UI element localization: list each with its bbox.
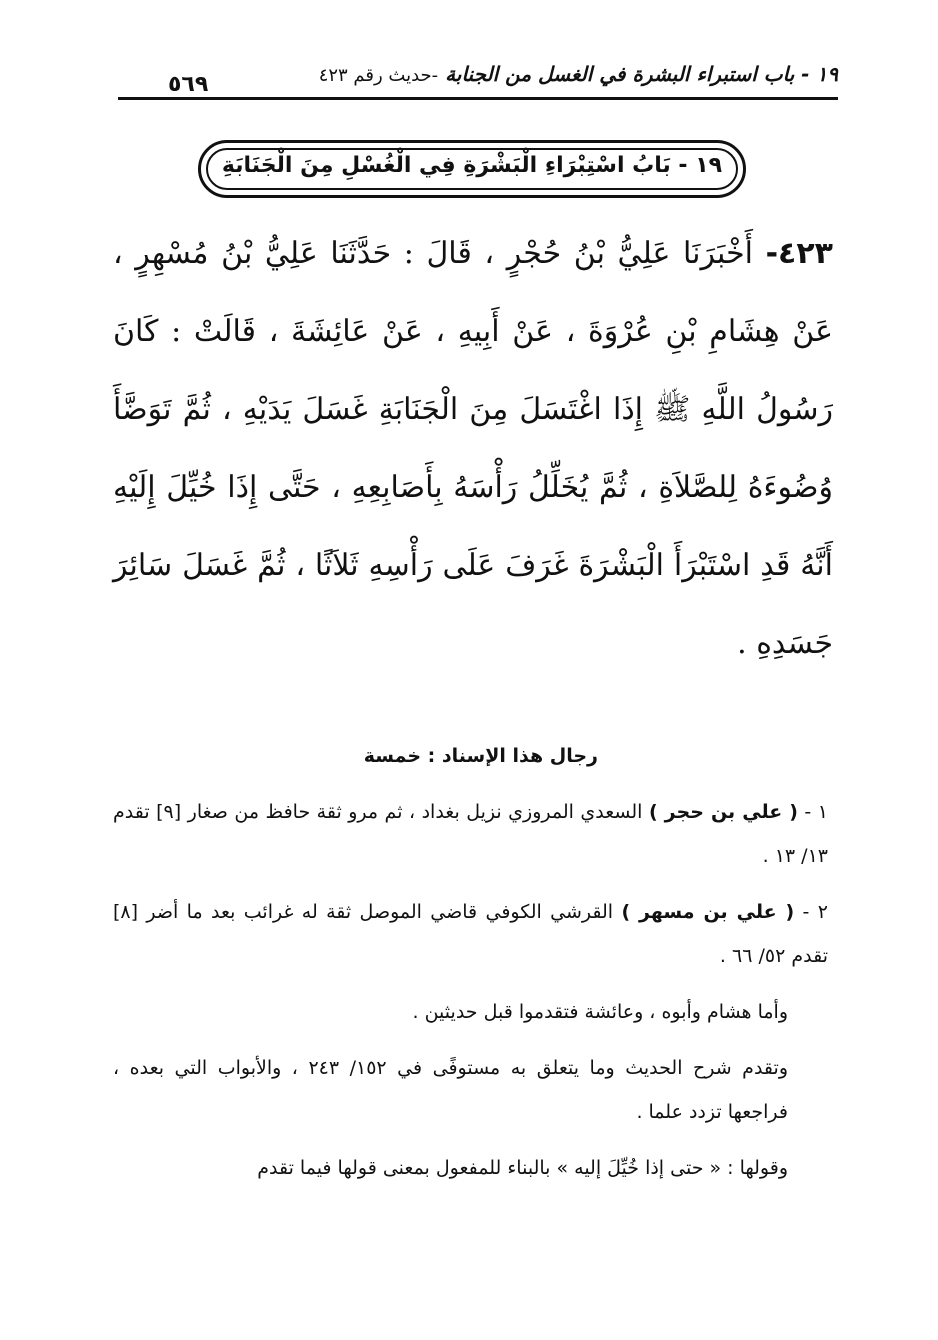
narrator-description: القرشي الكوفي قاضي الموصل ثقة له غرائب بعد ما أضر [٨] تقدم ٥٢/ ٦٦ .	[113, 901, 828, 967]
running-header	[118, 62, 838, 102]
narrators-heading: رجال هذا الإسناد : خمسة	[363, 745, 598, 767]
running-header-chapter: ١٩ - باب استبراء البشرة في الغسل من الجنابة	[445, 62, 838, 86]
hadith-text-block	[113, 215, 833, 683]
commentary-paragraph: وقولها : « حتى إذا خُيِّلَ إليه » بالبناء للمفعول بمعنى قولها فيما تقدم	[257, 1157, 788, 1179]
narrator-name: ( علي بن مسهر )	[621, 901, 795, 923]
remaining-narrators-note: وأما هشام وأبوه ، وعائشة فتقدموا قبل حديثين .	[412, 1001, 788, 1023]
header-rule	[118, 97, 838, 100]
narrator-name: ( علي بن حجر )	[648, 801, 798, 823]
chapter-title: ١٩ - بَابُ اسْتِبْرَاءِ الْبَشْرَةِ فِي الْغُسْلِ مِنَ الْجَنَابَةِ	[221, 153, 723, 178]
narrator-index: ١ -	[804, 801, 828, 823]
narrator-entry	[113, 890, 828, 978]
hadith-number: ٤٢٣-	[765, 236, 833, 271]
page-number: ٥٦٩	[158, 72, 218, 97]
running-header-title	[309, 62, 838, 86]
commentary-paragraph: وتقدم شرح الحديث وما يتعلق به مستوفًى في ١٥٢/ ٢٤٣ ، والأبواب التي بعده ، فراجعها تزدد علما .	[113, 1057, 788, 1123]
running-header-hadith-ref: -حديث رقم ٤٢٣	[318, 65, 439, 86]
hadith-text: أَخْبَرَنَا عَلِيُّ بْنُ حُجْرٍ ، قَالَ : حَدَّثَنَا عَلِيُّ بْنُ مُسْهِرٍ ، عَنْ هِشَامِ بْنِ عُرْوَةَ ، عَنْ أَبِيهِ ، عَنْ عَائِشَةَ ، قَالَتْ : كَانَ رَسُولُ اللَّهِ ﷺ إِذَا اغْتَسَلَ مِنَ الْجَنَابَةِ غَسَلَ يَدَيْهِ ، ثُمَّ تَوَضَّأَ وُضُوءَهُ لِلصَّلاَةِ ، ثُمَّ يُخَلِّلُ رَأْسَهُ بِأَصَابِعِهِ ، حَتَّى إِذَا خُيِّلَ إِلَيْهِ أَنَّهُ قَدِ اسْتَبْرَأَ الْبَشْرَةَ غَرَفَ عَلَى رَأْسِهِ ثَلاَثًا ، ثُمَّ غَسَلَ سَائِرَ جَسَدِهِ .	[113, 236, 833, 661]
notes-section	[113, 790, 828, 1202]
narrator-description: السعدي المروزي نزيل بغداد ، ثم مرو ثقة حافظ من صغار [٩] تقدم ١٣/ ١٣ .	[113, 801, 828, 867]
narrator-index: ٢ -	[802, 901, 828, 923]
narrator-entry	[113, 790, 828, 878]
chapter-title-box	[198, 140, 746, 198]
